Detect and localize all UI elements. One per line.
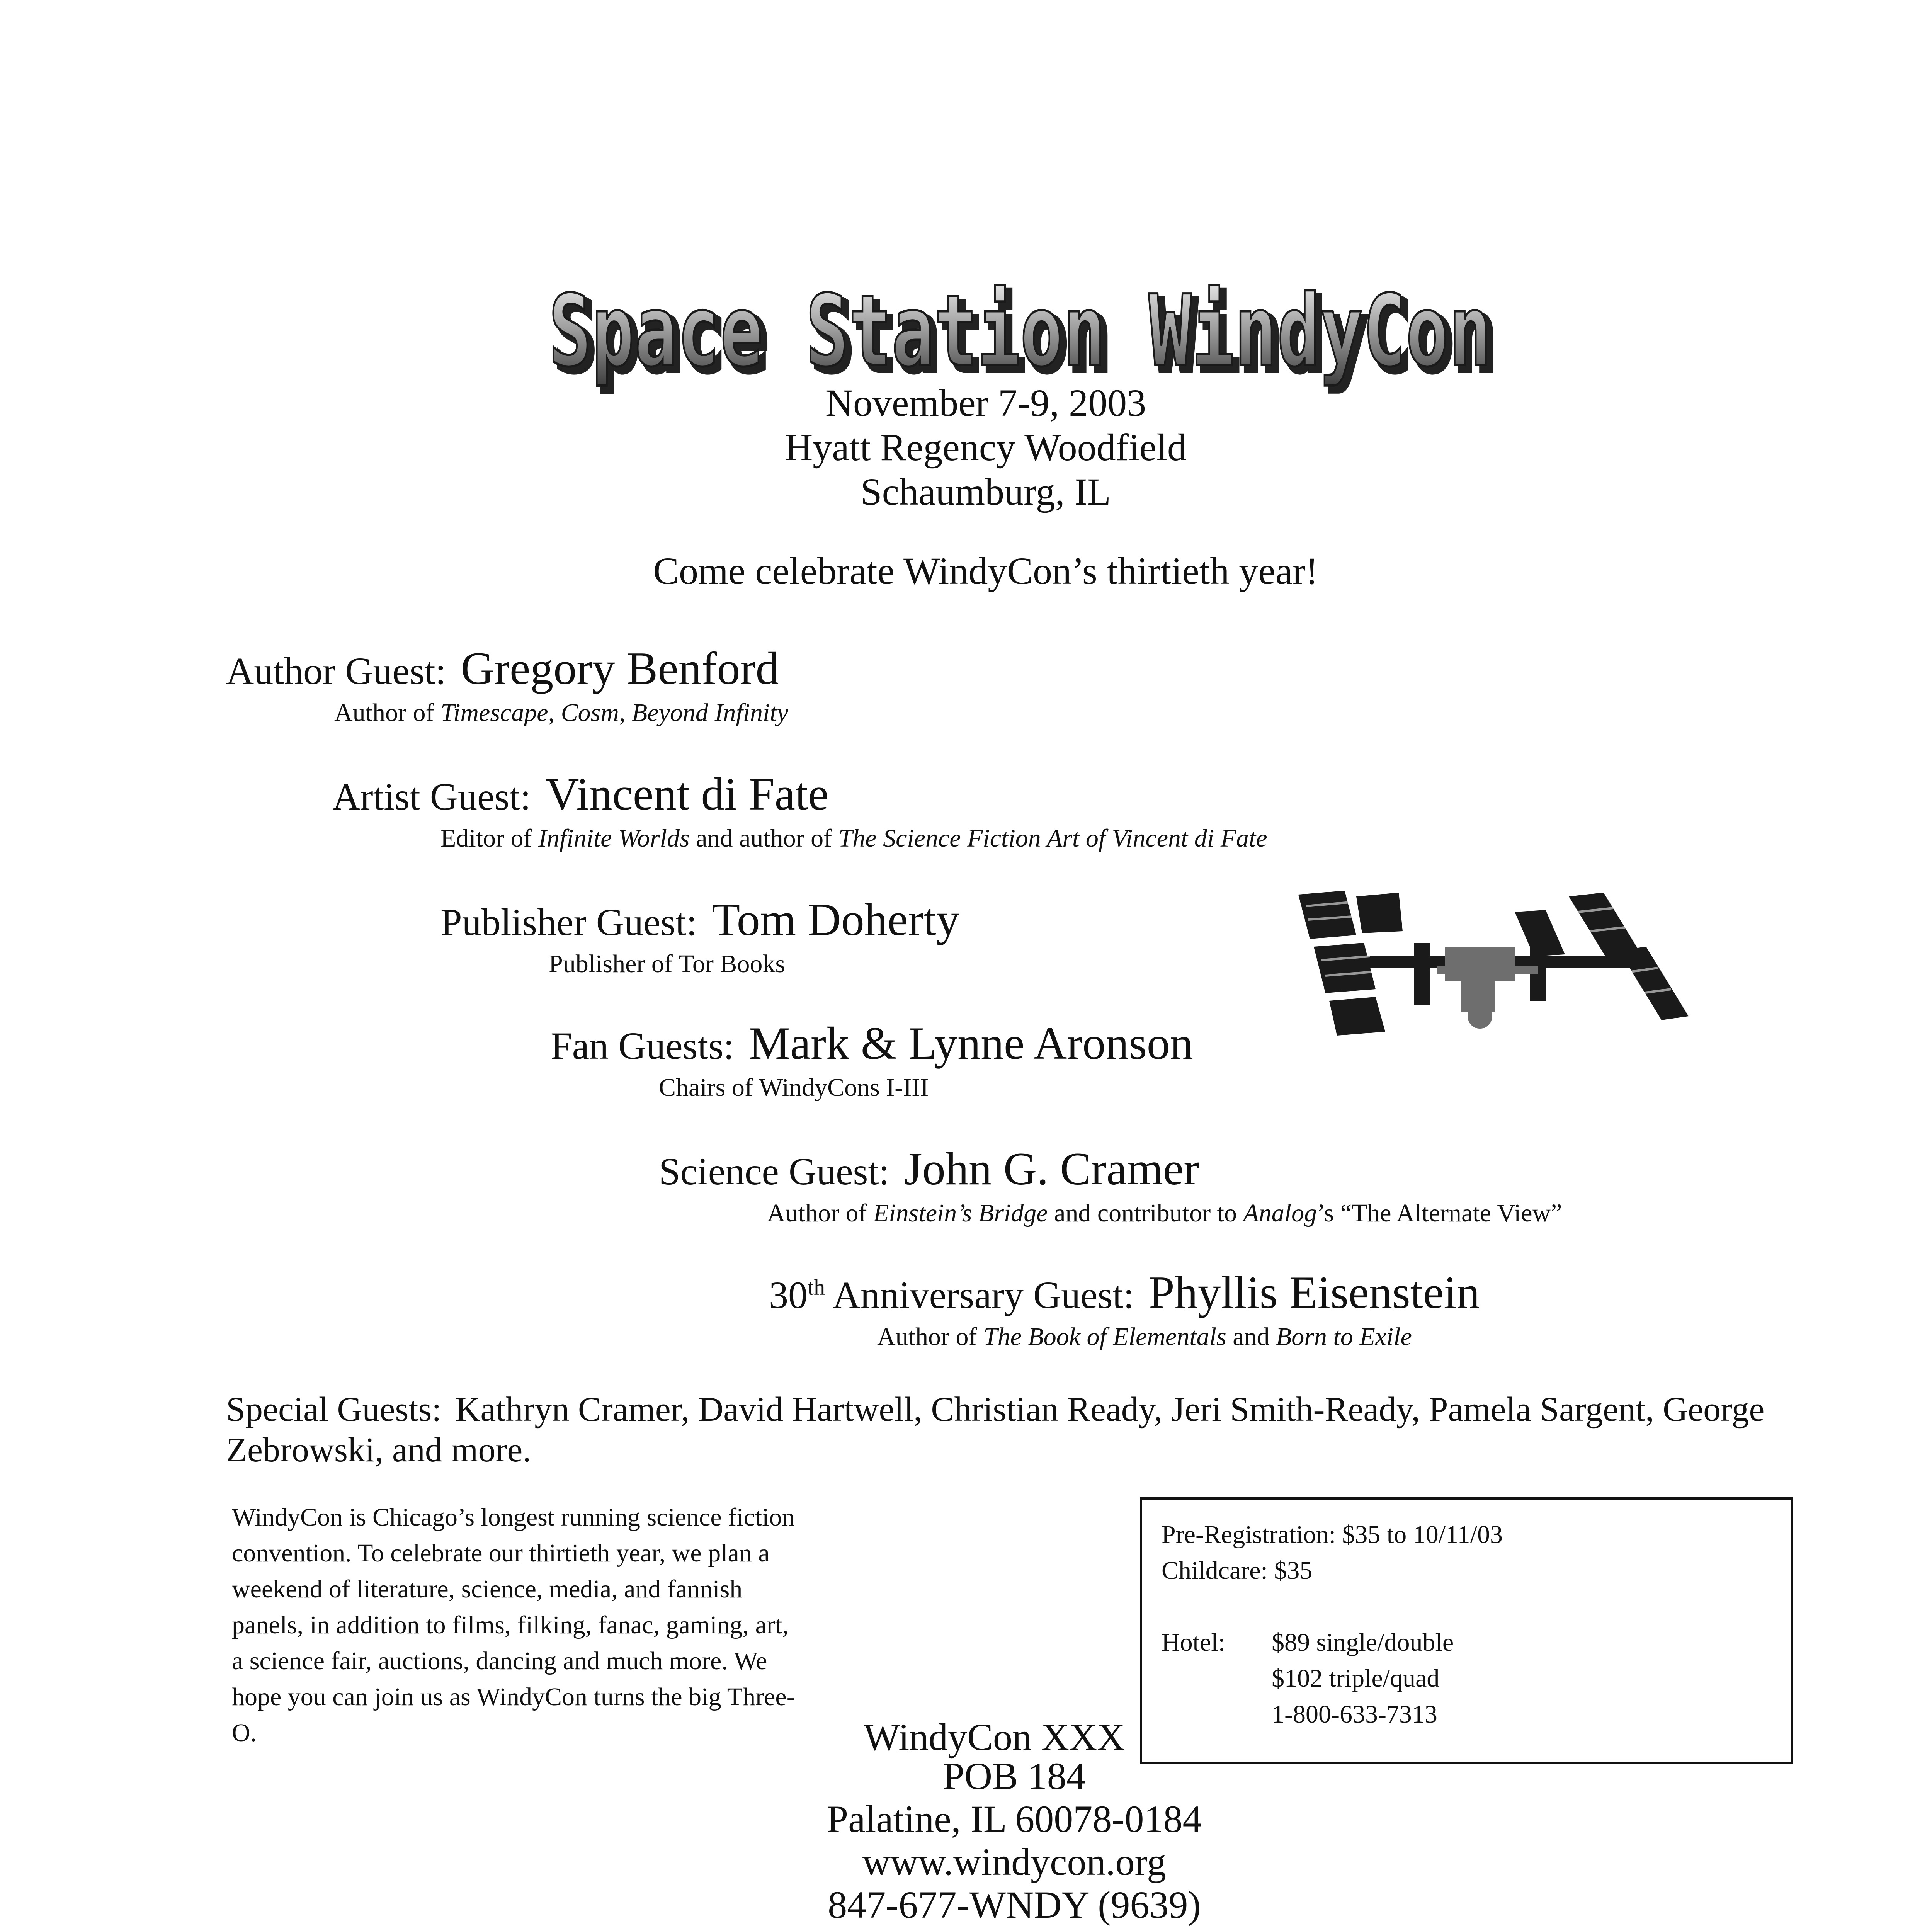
preregistration-price: Pre-Registration: $35 to 10/11/03 [1162,1520,1503,1549]
special-guests-label: Special Guests: [226,1390,442,1429]
special-guests [226,1389,1810,1470]
hotel-single-rate: $89 single/double [1272,1628,1454,1656]
anniversary-guest [769,1265,1480,1354]
artist-guest-label: Artist Guest: [332,775,531,818]
hotel-phone: 1-800-633-7313 [1272,1700,1437,1728]
publisher-guest-label: Publisher Guest: [440,901,697,944]
address-website: www.windycon.org [862,1840,1167,1883]
science-guest [659,1142,1562,1231]
fan-guests-desc: Chairs of WindyCons I-III [659,1073,929,1102]
author-guest-label: Author Guest: [226,650,446,692]
fan-guests-name: Mark & Lynne Aronson [749,1017,1193,1069]
author-guest [226,641,788,730]
hotel-rates [1162,1624,1771,1732]
artist-guest [332,767,1267,856]
event-date: November 7-9, 2003 [825,381,1146,424]
hotel-label: Hotel: [1162,1628,1225,1656]
publisher-guest [440,893,959,981]
space-station-image [1298,889,1692,1039]
logo-graphic [518,278,1507,394]
fan-guests [551,1016,1193,1105]
anniversary-guest-desc: Author of The Book of Elementals and Born to Exile [877,1323,1412,1351]
anniversary-guest-name: Phyllis Eisenstein [1148,1267,1480,1318]
author-guest-desc: Author of Timescape, Cosm, Beyond Infinity [334,699,788,727]
space-station-graphic [1298,889,1692,1039]
anniversary-guest-label: 30th Anniversary Guest: [769,1274,1134,1316]
logo-text: Space Station WindyCon [549,278,1492,389]
publisher-guest-name: Tom Doherty [711,894,960,945]
tagline: Come celebrate WindyCon’s thirtieth year! [653,549,1318,592]
artist-guest-name: Vincent di Fate [545,768,829,820]
science-guest-name: John G. Cramer [904,1143,1199,1194]
hotel-triple-rate: $102 triple/quad [1272,1664,1440,1692]
address-line-2: POB 184 [943,1755,1086,1798]
address-phone: 847-677-WNDY (9639) [828,1883,1201,1926]
artist-guest-desc: Editor of Infinite Worlds and author of The Science Fiction Art of Vincent di Fate [440,824,1267,852]
special-guests-names: Kathryn Cramer, David Hartwell, Christian Ready, Jeri Smith-Ready, Pamela Sargent, George Zebrowski, and more. [226,1390,1765,1469]
fan-guests-label: Fan Guests: [551,1024,734,1067]
publisher-guest-desc: Publisher of Tor Books [549,950,786,978]
event-venue: Hyatt Regency Woodfield [785,426,1187,469]
author-guest-name: Gregory Benford [461,643,779,694]
logo [518,278,1507,394]
about-paragraph: WindyCon is Chicago’s longest running science fiction convention. To celebrate our thirtieth year, we plan a weekend of literature, science, media, and fannish panels, in addition to films, filking, fanac, gaming, art, a science fair, auctions, dancing and much more. We hope you can join us as WindyCon turns the big Three-O. [232,1503,795,1747]
childcare-price: Childcare: $35 [1162,1556,1313,1585]
science-guest-desc: Author of Einstein’s Bridge and contributor to Analog’s “The Alternate View” [767,1199,1562,1227]
logo-shadow: Space Station WindyCon [554,279,1497,394]
science-guest-label: Science Guest: [659,1150,890,1193]
pricing-box [1140,1497,1793,1764]
address-name-clipped: WindyCon XXX [864,1716,1125,1759]
address-line-3: Palatine, IL 60078-0184 [827,1798,1202,1840]
event-city: Schaumburg, IL [860,470,1111,513]
